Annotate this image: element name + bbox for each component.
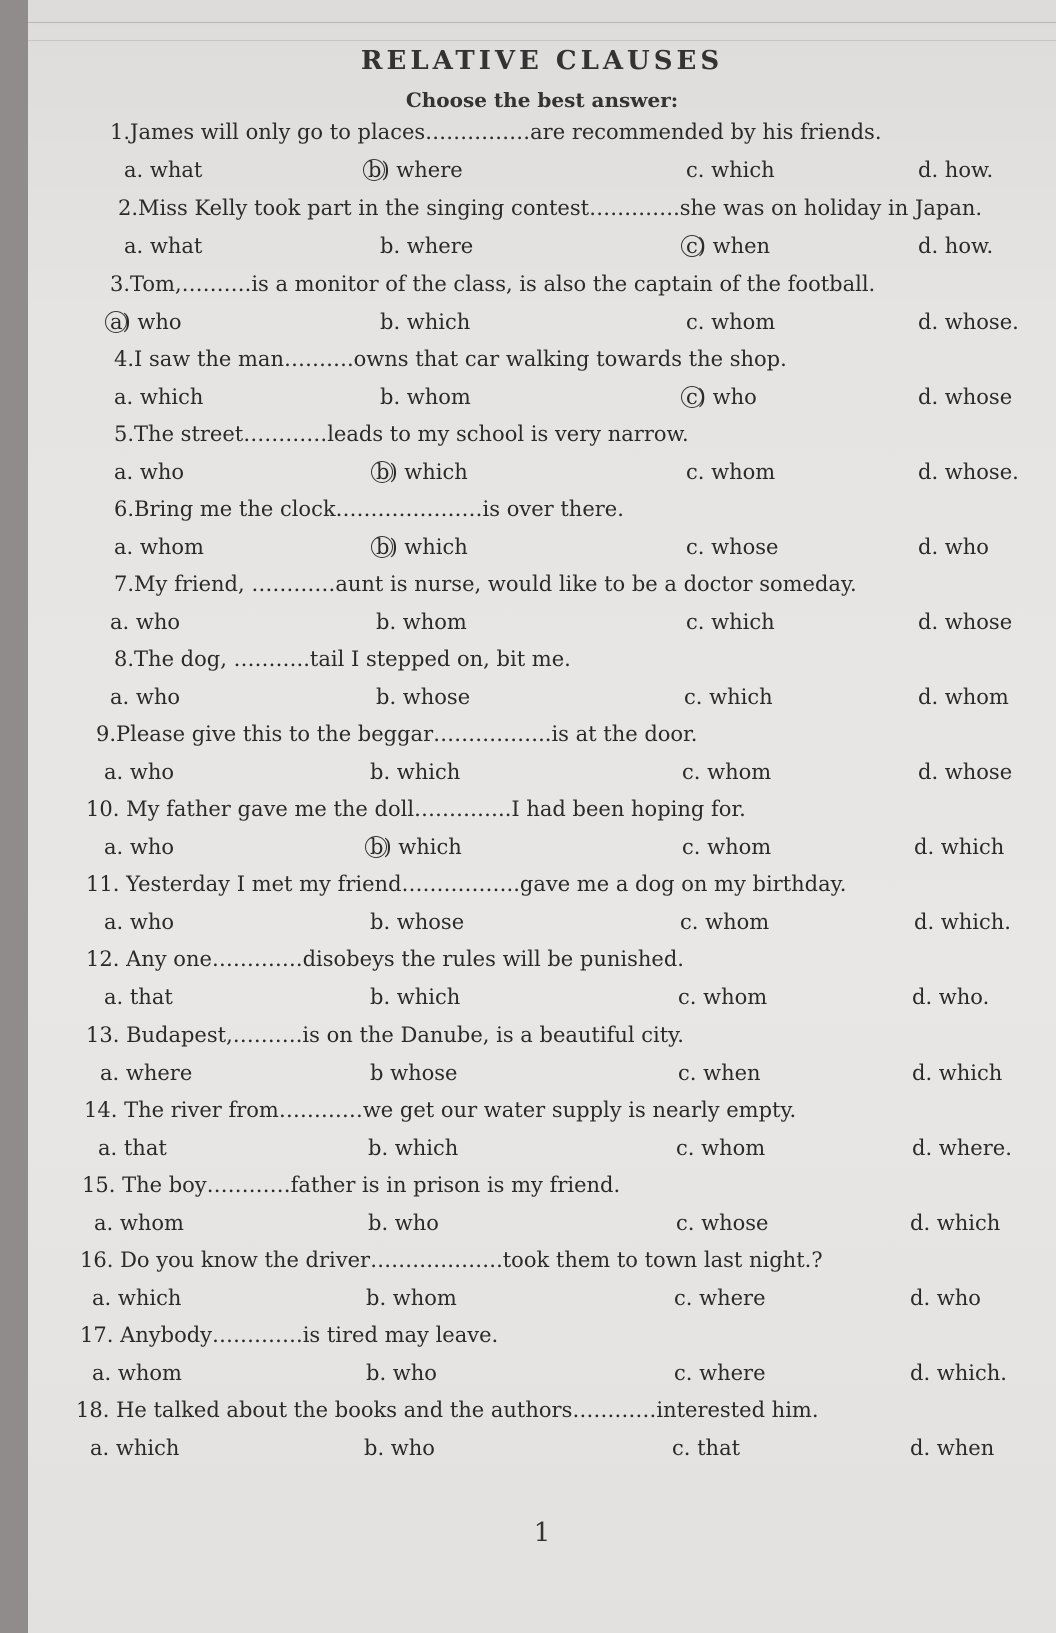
answer-option-label: b) which (370, 835, 462, 859)
answer-option-label: a. which (90, 1436, 180, 1460)
answer-option-label: b. who (366, 1361, 437, 1385)
answer-option-label: a. whom (114, 535, 204, 559)
answer-option-label: d. whom (918, 685, 1009, 709)
answer-option[interactable] (376, 610, 467, 634)
answer-option[interactable] (686, 158, 775, 182)
answer-option[interactable] (674, 1361, 766, 1385)
answer-option-label: a. that (98, 1136, 167, 1160)
answer-option-label: d. whose. (918, 310, 1019, 334)
answer-option-label: c. whom (682, 760, 772, 784)
answer-option-label: c. whom (678, 985, 768, 1009)
answer-option[interactable] (912, 985, 989, 1009)
answer-option-label: c. whom (686, 460, 776, 484)
answer-option[interactable] (368, 1136, 458, 1160)
answer-option-label: b. which (370, 760, 461, 784)
answer-option[interactable] (914, 910, 1011, 934)
answer-option[interactable] (370, 985, 460, 1009)
question-text: 7.My friend, …………aunt is nurse, would like to be a doctor someday. (114, 572, 857, 596)
answer-option-label: d. which (912, 1061, 1003, 1085)
answer-option[interactable] (380, 234, 473, 258)
answer-option-label: a. who (104, 760, 175, 784)
answer-option[interactable] (110, 685, 180, 709)
answer-option-label: d. who. (912, 985, 990, 1009)
answer-option[interactable] (104, 760, 174, 784)
answer-option[interactable] (370, 910, 464, 934)
answer-option[interactable] (100, 1061, 192, 1085)
question-text: 1.James will only go to places……………are recommended by his friends. (110, 120, 882, 144)
answer-option[interactable] (678, 985, 767, 1009)
instructions: Choose the best answer: (405, 88, 679, 112)
question-text: 15. The boy…………father is in prison is my friend. (82, 1173, 621, 1197)
answer-option-label: c. whose (676, 1211, 769, 1235)
question-text: 16. Do you know the driver……………….took them to town last night.? (80, 1248, 823, 1272)
answer-option[interactable] (114, 385, 203, 409)
answer-option[interactable] (104, 835, 174, 859)
answer-option-label: a. who (104, 835, 175, 859)
answer-option-label: c. where (674, 1361, 766, 1385)
answer-option[interactable] (364, 1436, 435, 1460)
question-text: 10. My father gave me the doll…………..I had been hoping for. (86, 797, 746, 821)
answer-option[interactable] (370, 835, 462, 859)
paper-fold-line (28, 22, 1056, 23)
answer-option[interactable] (110, 610, 180, 634)
answer-option-label: c. whom (686, 310, 776, 334)
answer-option-label: a. whom (94, 1211, 184, 1235)
answer-option-label: c. whom (680, 910, 770, 934)
question-text: 17. Anybody………….is tired may leave. (80, 1323, 499, 1347)
answer-option-label: d. whose. (918, 460, 1019, 484)
answer-option-label: d. how. (918, 158, 994, 182)
answer-option-label: b. who (368, 1211, 439, 1235)
answer-option[interactable] (686, 535, 778, 559)
question-text: 9.Please give this to the beggar……………..is at the door. (96, 722, 698, 746)
answer-option-label: b. where (380, 234, 474, 258)
answer-option[interactable] (678, 1061, 761, 1085)
answer-option[interactable] (370, 1061, 457, 1085)
answer-option[interactable] (910, 1361, 1007, 1385)
answer-option[interactable] (376, 535, 468, 559)
answer-option[interactable] (674, 1286, 766, 1310)
answer-option-label: b. who (364, 1436, 435, 1460)
answer-option[interactable] (684, 685, 773, 709)
answer-option-label: b) where (368, 158, 463, 182)
answer-option[interactable] (910, 1436, 994, 1460)
answer-option[interactable] (98, 1136, 167, 1160)
answer-option[interactable] (914, 835, 1004, 859)
answer-option-label: a) who (110, 310, 182, 334)
answer-option[interactable] (366, 1361, 437, 1385)
answer-option-label: d. where. (912, 1136, 1012, 1160)
answer-option-label: b. whose (376, 685, 471, 709)
answer-option[interactable] (376, 685, 470, 709)
answer-option[interactable] (92, 1361, 182, 1385)
answer-option-label: d. which. (910, 1361, 1007, 1385)
answer-option-label: c. where (674, 1286, 766, 1310)
paper-fold-line (28, 40, 1056, 41)
answer-option[interactable] (686, 310, 775, 334)
answer-option[interactable] (686, 234, 770, 258)
answer-option-label: a. where (100, 1061, 193, 1085)
answer-option[interactable] (104, 910, 174, 934)
answer-option[interactable] (676, 1211, 768, 1235)
answer-option-label: d. whose (918, 385, 1013, 409)
answer-option-label: d. who (910, 1286, 981, 1310)
answer-option[interactable] (918, 610, 1012, 634)
answer-option[interactable] (114, 535, 204, 559)
answer-option-label: c. whom (676, 1136, 766, 1160)
answer-option-label: b) which (376, 460, 468, 484)
answer-option-label: d. whose (918, 610, 1013, 634)
question-text: 4.I saw the man……….owns that car walking towards the shop. (114, 347, 787, 371)
answer-option-label: a. that (104, 985, 173, 1009)
answer-option[interactable] (380, 385, 471, 409)
answer-option-label: d. whose (918, 760, 1013, 784)
question-text: 11. Yesterday I met my friend……………..gave me a dog on my birthday. (86, 872, 847, 896)
answer-option-label: c) when (686, 234, 771, 258)
page-title: RELATIVE CLAUSES (360, 46, 724, 76)
answer-option-label: c. that (672, 1436, 741, 1460)
answer-option[interactable] (912, 1061, 1002, 1085)
answer-option[interactable] (104, 985, 173, 1009)
answer-option-label: b. whom (366, 1286, 457, 1310)
answer-option[interactable] (124, 234, 202, 258)
answer-option-label: d. when (910, 1436, 995, 1460)
answer-option[interactable] (918, 685, 1009, 709)
answer-option-label: c) who (686, 385, 757, 409)
answer-option-label: d. how. (918, 234, 994, 258)
answer-option-label: c. which (684, 685, 773, 709)
answer-option-label: a. which (114, 385, 204, 409)
answer-option-label: c. which (686, 610, 775, 634)
question-text: 8.The dog, ………..tail I stepped on, bit me. (114, 647, 571, 671)
answer-option[interactable] (376, 460, 468, 484)
question-text: 13. Budapest,……….is on the Danube, is a beautiful city. (86, 1023, 684, 1047)
answer-option[interactable] (94, 1211, 184, 1235)
page-number: 1 (533, 1518, 551, 1548)
answer-option-label: b. whose (370, 910, 465, 934)
answer-option[interactable] (686, 460, 775, 484)
answer-option[interactable] (368, 158, 463, 182)
answer-option[interactable] (680, 910, 769, 934)
answer-option-label: b. which (368, 1136, 459, 1160)
answer-option[interactable] (682, 760, 771, 784)
answer-option[interactable] (370, 760, 460, 784)
answer-option-label: a. who (110, 610, 181, 634)
answer-option[interactable] (672, 1436, 740, 1460)
answer-option[interactable] (686, 610, 775, 634)
answer-option[interactable] (918, 535, 989, 559)
answer-option[interactable] (686, 385, 757, 409)
question-text: 14. The river from…………we get our water supply is nearly empty. (84, 1098, 797, 1122)
answer-option[interactable] (110, 310, 182, 334)
answer-option-label: c. which (686, 158, 775, 182)
answer-option[interactable] (918, 460, 1019, 484)
answer-option-label: a. who (114, 460, 185, 484)
question-text: 5.The street…………leads to my school is very narrow. (114, 422, 689, 446)
answer-option-label: b whose (370, 1061, 458, 1085)
answer-option-label: a. what (124, 158, 203, 182)
question-text: 12. Any one………….disobeys the rules will be punished. (86, 947, 684, 971)
answer-option[interactable] (912, 1136, 1012, 1160)
answer-option-label: a. which (92, 1286, 182, 1310)
answer-option[interactable] (124, 158, 202, 182)
answer-option[interactable] (366, 1286, 457, 1310)
answer-option-label: d. which (910, 1211, 1001, 1235)
answer-option[interactable] (114, 460, 184, 484)
answer-option[interactable] (92, 1286, 181, 1310)
answer-option-label: b. whom (380, 385, 471, 409)
answer-option-label: c. whom (682, 835, 772, 859)
answer-option[interactable] (368, 1211, 439, 1235)
question-text: 3.Tom,……….is a monitor of the class, is also the captain of the football. (110, 272, 876, 296)
worksheet-page (28, 0, 1056, 1633)
answer-option-label: a. whom (92, 1361, 182, 1385)
answer-option-label: b) which (376, 535, 468, 559)
answer-option[interactable] (918, 310, 1019, 334)
answer-option[interactable] (380, 310, 470, 334)
question-text: 6.Bring me the clock…………………is over there. (114, 497, 624, 521)
question-text: 18. He talked about the books and the authors…………interested him. (76, 1398, 819, 1422)
answer-option-label: b. whom (376, 610, 467, 634)
answer-option-label: d. which. (914, 910, 1011, 934)
answer-option[interactable] (918, 158, 993, 182)
answer-option-label: b. which (380, 310, 471, 334)
answer-option-label: a. who (104, 910, 175, 934)
answer-option-label: c. whose (686, 535, 779, 559)
answer-option-label: a. who (110, 685, 181, 709)
answer-option[interactable] (918, 760, 1012, 784)
question-text: 2.Miss Kelly took part in the singing contest………….she was on holiday in Japan. (118, 196, 983, 220)
answer-option[interactable] (918, 385, 1012, 409)
answer-option-label: b. which (370, 985, 461, 1009)
answer-option[interactable] (676, 1136, 765, 1160)
answer-option-label: a. what (124, 234, 203, 258)
answer-option-label: d. which (914, 835, 1005, 859)
answer-option[interactable] (910, 1286, 981, 1310)
answer-option[interactable] (682, 835, 771, 859)
answer-option-label: c. when (678, 1061, 761, 1085)
answer-option[interactable] (910, 1211, 1000, 1235)
answer-option-label: d. who (918, 535, 989, 559)
answer-option[interactable] (918, 234, 993, 258)
answer-option[interactable] (90, 1436, 179, 1460)
